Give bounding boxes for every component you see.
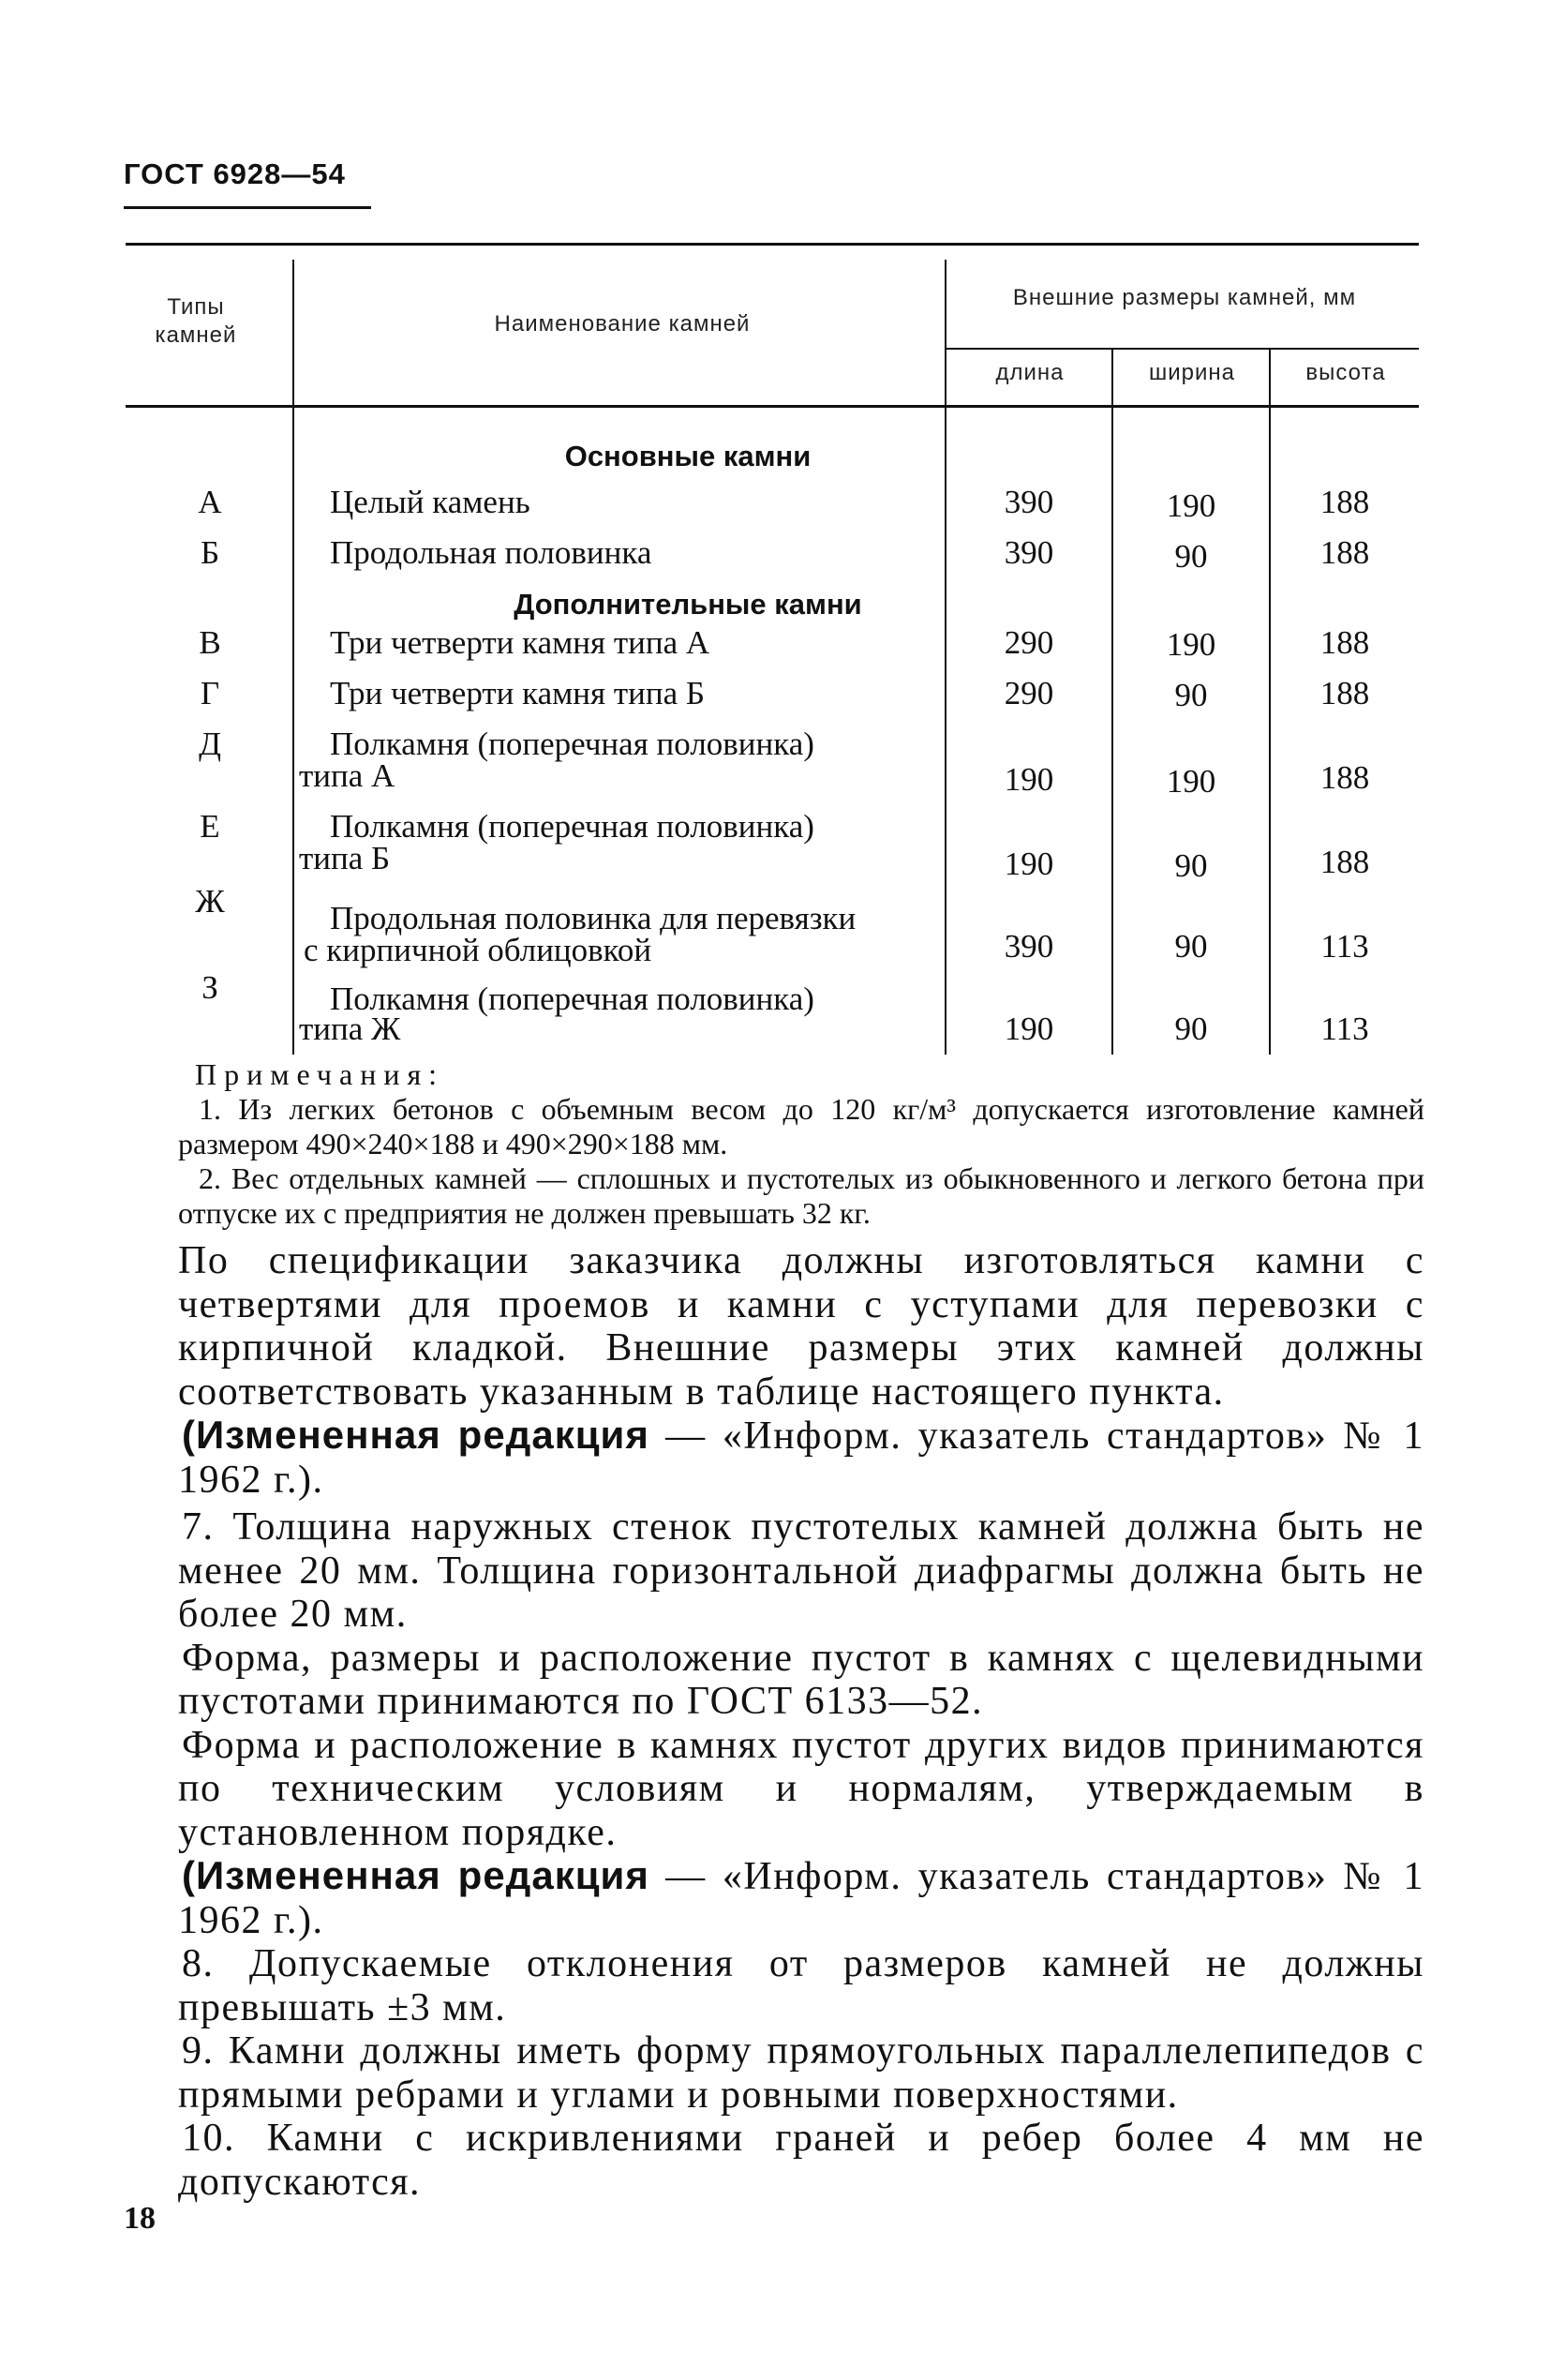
row-length: 190 bbox=[1004, 1010, 1054, 1047]
header-length: длина bbox=[995, 360, 1065, 385]
row-type: Г bbox=[200, 675, 220, 711]
row-width: 190 bbox=[1166, 487, 1216, 524]
row-length: 190 bbox=[1004, 761, 1054, 798]
row-name-cont: типа Б bbox=[299, 840, 391, 876]
row-width: 90 bbox=[1174, 677, 1208, 713]
row-type: В bbox=[199, 624, 221, 661]
row-height: 188 bbox=[1319, 844, 1370, 880]
row-length: 190 bbox=[1004, 846, 1054, 882]
amendment-bold: (Измененная редакция bbox=[182, 1413, 649, 1457]
row-height: 188 bbox=[1319, 484, 1370, 520]
paragraph: 8. Допускаемые отклонения от размеров камней не должны превышать ±3 мм. bbox=[178, 1942, 1424, 2029]
row-width: 90 bbox=[1174, 847, 1208, 884]
row-name: Целый камень bbox=[330, 484, 530, 520]
row-name-cont: типа Ж bbox=[299, 1010, 401, 1047]
amendment-note bbox=[178, 1854, 1424, 1942]
row-length: 390 bbox=[1004, 484, 1054, 520]
row-width: 90 bbox=[1174, 1010, 1208, 1047]
row-height: 188 bbox=[1319, 675, 1370, 711]
paragraph: 7. Толщина наружных стенок пустотелых камней должна быть не менее 20 мм. Толщина горизонтальной диафрагмы должна быть не более 20 мм. bbox=[178, 1505, 1424, 1636]
section-title: Дополнительные камни bbox=[514, 588, 862, 621]
row-type: А bbox=[198, 484, 222, 520]
row-height: 188 bbox=[1319, 624, 1370, 661]
row-type: Д bbox=[199, 726, 221, 762]
paragraph: Форма, размеры и расположение пустот в камнях с щелевидными пустотами принимаются по ГОСТ 6133—52. bbox=[178, 1636, 1424, 1723]
row-name: Продольная половинка для перевязки bbox=[330, 900, 857, 936]
row-type: Е bbox=[200, 808, 220, 845]
header-height: высота bbox=[1305, 360, 1386, 385]
page-number: 18 bbox=[124, 2201, 156, 2236]
standard-header: ГОСТ 6928—54 bbox=[124, 157, 346, 190]
row-type: З bbox=[201, 969, 218, 1006]
row-width: 90 bbox=[1174, 928, 1208, 965]
row-name: Три четверти камня типа А bbox=[330, 624, 710, 661]
paragraph: По спецификации заказчика должны изготовляться камни с четвертями для проемов и камни с уступами для перевозки с кирпичной кладкой. Внешние размеры этих камней должны соответствовать указанным в таблице настоящего пункта. bbox=[178, 1239, 1424, 1414]
section-title: Основные камни bbox=[564, 440, 812, 472]
header-type: Типы камней bbox=[155, 294, 237, 348]
row-height: 188 bbox=[1319, 759, 1370, 796]
note-item: 1. Из легких бетонов с объемным весом до 120 кг/м³ допускается изготовление камней размером 490×240×188 и 490×290×188 мм. bbox=[178, 1092, 1424, 1160]
paragraph: 9. Камни должны иметь форму прямоугольных параллелепипедов с прямыми ребрами и углами и ровными поверхностями. bbox=[178, 2029, 1424, 2117]
header-dims: Внешние размеры камней, мм bbox=[1012, 285, 1357, 310]
row-width: 90 bbox=[1174, 538, 1208, 575]
row-height: 188 bbox=[1319, 534, 1370, 571]
paragraph: 10. Камни с искривлениями граней и ребер более 4 мм не допускаются. bbox=[178, 2117, 1424, 2204]
row-name: Продольная половинка bbox=[330, 534, 652, 571]
row-name-cont: типа А bbox=[299, 757, 395, 794]
row-length: 390 bbox=[1004, 534, 1054, 571]
row-name: Полкамня (поперечная половинка) bbox=[330, 726, 814, 762]
row-type: Ж bbox=[195, 883, 225, 920]
header-name: Наименование камней bbox=[494, 311, 751, 337]
main-text bbox=[178, 1239, 1424, 2204]
amendment-rest: — «Информ. указатель стандартов» № 1 1962 г.). bbox=[178, 1855, 1424, 1942]
amendment-note bbox=[178, 1414, 1424, 1502]
row-name: Полкамня (поперечная половинка) bbox=[330, 808, 814, 845]
row-length: 390 bbox=[1004, 928, 1054, 965]
row-height: 113 bbox=[1320, 928, 1369, 965]
header-bottom-rule bbox=[126, 405, 1419, 408]
row-width: 190 bbox=[1166, 626, 1216, 663]
header-width: ширина bbox=[1148, 360, 1235, 385]
header-rule bbox=[124, 206, 371, 209]
row-name-cont: с кирпичной облицовкой bbox=[304, 932, 652, 968]
amendment-bold: (Измененная редакция bbox=[182, 1853, 649, 1897]
stone-table bbox=[126, 239, 1419, 1055]
table-notes bbox=[178, 1057, 1424, 1231]
table-top-rule bbox=[126, 243, 1419, 246]
row-type: Б bbox=[200, 534, 220, 571]
note-item: 2. Вес отдельных камней — сплошных и пустотелых из обыкновенного и легкого бетона при отпуске их с предприятия не должен превышать 32 кг. bbox=[178, 1161, 1424, 1230]
row-length: 290 bbox=[1004, 624, 1054, 661]
row-height: 113 bbox=[1320, 1010, 1369, 1047]
row-width: 190 bbox=[1166, 763, 1216, 800]
dims-sub-rule bbox=[946, 348, 1419, 350]
amendment-rest: — «Информ. указатель стандартов» № 1 1962 г.). bbox=[178, 1415, 1424, 1502]
row-name: Три четверти камня типа Б bbox=[330, 675, 706, 711]
row-length: 290 bbox=[1004, 675, 1054, 711]
notes-title: Примечания: bbox=[195, 1057, 445, 1091]
row-name: Полкамня (поперечная половинка) bbox=[330, 980, 814, 1017]
paragraph: Форма и расположение в камнях пустот других видов принимаются по техническим условиям и нормалям, утверждаемым в установленном порядке. bbox=[178, 1723, 1424, 1854]
